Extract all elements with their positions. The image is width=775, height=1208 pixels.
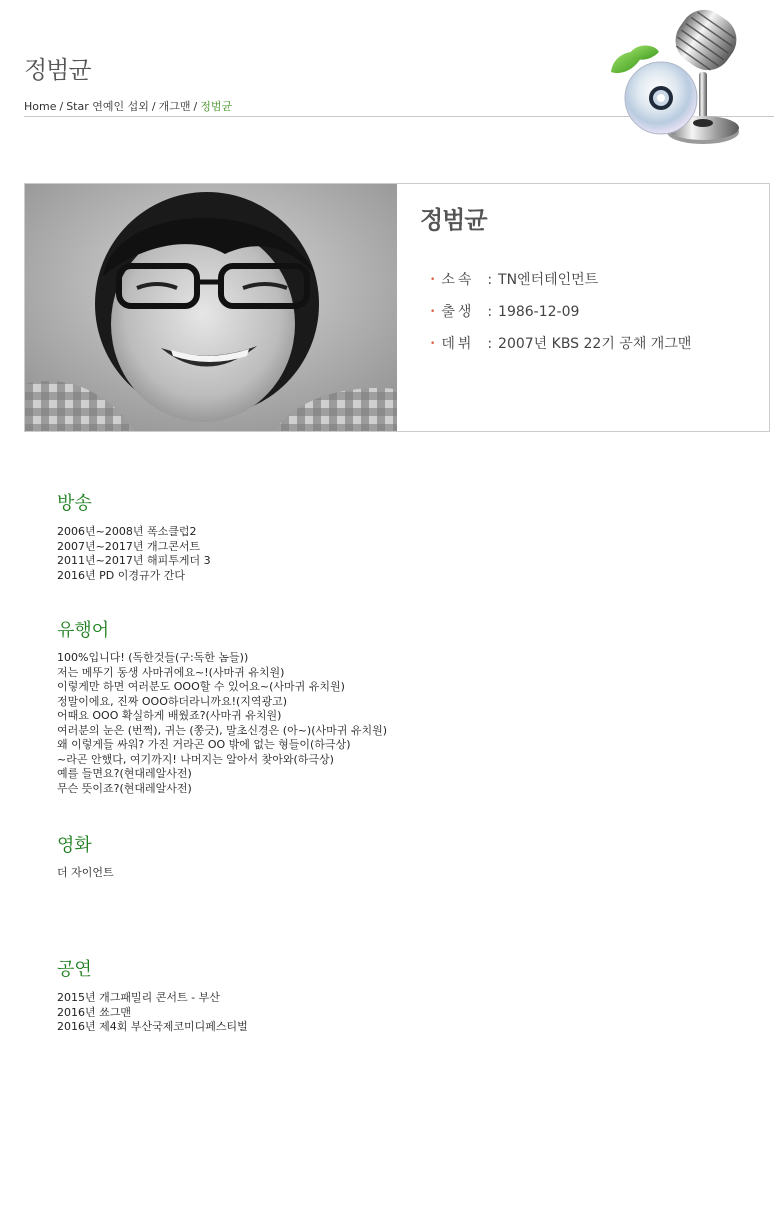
list-item: ~라곤 안했다, 여기까지! 나머지는 알아서 찾아와(하극상) [57, 752, 334, 766]
list-item: 2016년 쑈그맨 [57, 1005, 131, 1019]
field-label: 소속 [441, 272, 475, 288]
bullet-icon: • [430, 307, 436, 317]
bullet-icon: • [430, 275, 436, 285]
list-item: 예를 들면요?(현대레알사전) [57, 767, 192, 780]
breadcrumb-home-link[interactable]: Home [24, 100, 57, 113]
list-item: 이렇게만 하면 여러분도 OOO할 수 있어요~(사마귀 유치원) [57, 680, 345, 693]
list-item: 여러분의 눈은 (번쩍), 귀는 (쫑긋), 말초신경은 (아~)(사마귀 유치원) [57, 723, 388, 737]
broadcast-list [57, 525, 211, 583]
profile-photo [25, 184, 397, 431]
movie-list [57, 866, 114, 881]
list-item: 2016년 제4회 부산국제코미디페스티벌 [57, 1020, 248, 1033]
list-item: 무슨 뜻이죠?(현대레알사전) [57, 781, 192, 795]
breadcrumb-separator: / [151, 100, 156, 113]
field-value: TN엔터테인먼트 [498, 272, 599, 288]
list-item: 2011년~2017년 해피투게더 3 [57, 554, 211, 567]
profile-name: 정범균 [420, 206, 487, 234]
profile-card [24, 183, 770, 432]
field-colon: : [487, 272, 493, 288]
list-item: 더 자이언트 [57, 866, 114, 879]
field-colon: : [487, 304, 493, 320]
performance-list [57, 991, 248, 1035]
field-colon: : [487, 336, 493, 352]
profile-field-debut [430, 332, 691, 364]
list-item: 2007년~2017년 개그콘서트 [57, 539, 201, 553]
compact-disc-icon [625, 62, 697, 134]
profile-fields [430, 268, 691, 364]
breadcrumb-star-link[interactable]: Star 연예인 섭외 [66, 100, 149, 113]
profile-info [420, 184, 769, 431]
list-item: 2015년 개그패밀리 콘서트 - 부산 [57, 991, 220, 1004]
bullet-icon: • [430, 339, 436, 349]
section-title-performances: 공연 [57, 959, 92, 980]
profile-field-birth [430, 300, 691, 332]
page-title: 정범균 [24, 56, 91, 84]
list-item: 어때요 OOO 확실하게 배웠죠?(사마귀 유치원) [57, 709, 282, 722]
header-illustration [603, 2, 763, 160]
field-label: 출생 [441, 304, 475, 320]
field-value: 2007년 KBS 22기 공채 개그맨 [498, 336, 692, 352]
breadcrumb-separator: / [193, 100, 198, 113]
field-label: 데뷔 [441, 336, 475, 352]
breadcrumb-current: 정범균 [200, 100, 233, 113]
list-item: 왜 이렇게들 싸워? 가진 거라곤 OO 밖에 없는 형들이(하극상) [57, 738, 351, 751]
catchphrase-list [57, 651, 387, 796]
list-item: 저는 메뚜기 동생 사마귀에요~!(사마귀 유치원) [57, 665, 285, 679]
list-item: 정말이에요, 진짜 OOO하더라니까요!(지역광고) [57, 694, 288, 708]
field-value: 1986-12-09 [498, 304, 580, 320]
list-item: 100%입니다! (독한것들(구:독한 놈들)) [57, 651, 249, 664]
profile-field-affiliation [430, 268, 691, 300]
list-item: 2006년~2008년 폭소클럽2 [57, 525, 197, 538]
section-title-catchphrases: 유행어 [57, 620, 110, 641]
list-item: 2016년 PD 이경규가 간다 [57, 568, 185, 582]
breadcrumb-category-link[interactable]: 개그맨 [158, 100, 191, 113]
section-title-movies: 영화 [57, 835, 92, 856]
breadcrumb [24, 98, 232, 114]
breadcrumb-separator: / [59, 100, 64, 113]
section-title-broadcast: 방송 [57, 493, 92, 514]
